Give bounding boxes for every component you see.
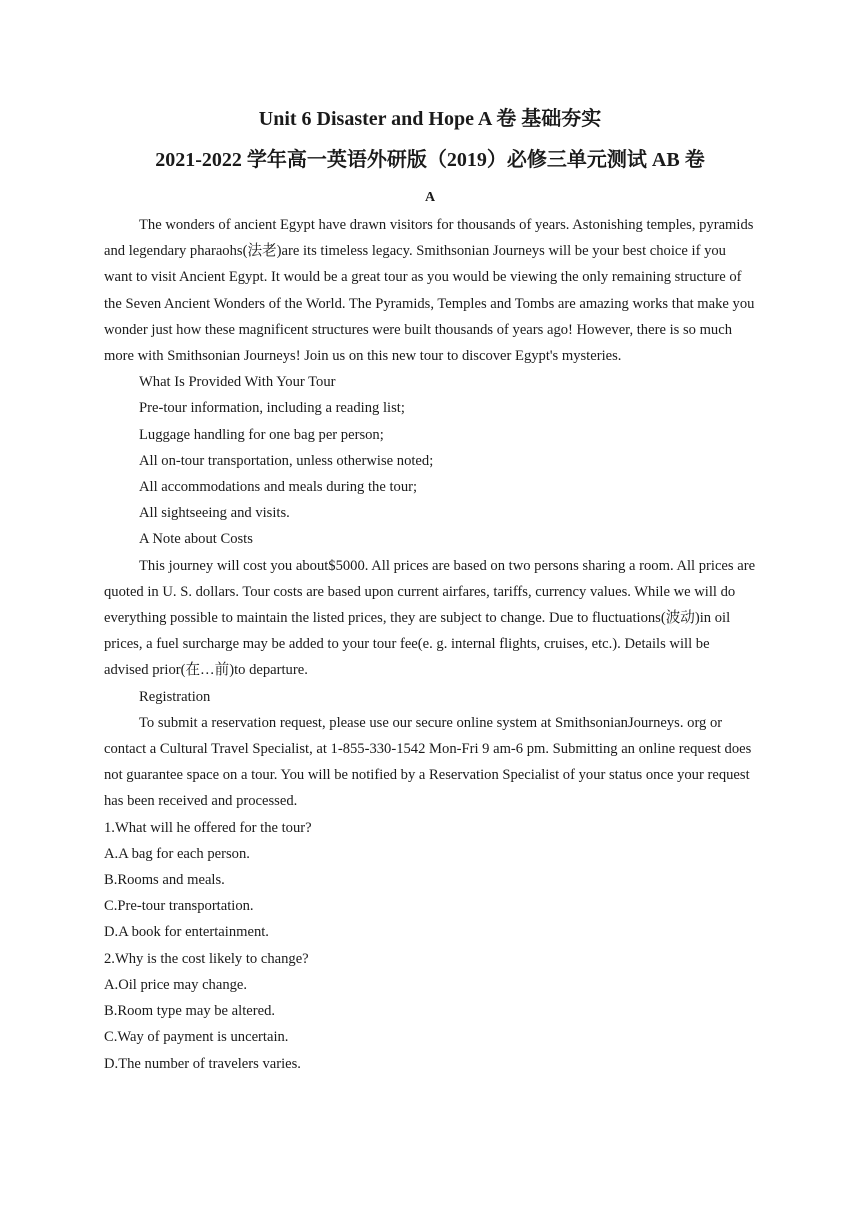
answer-option[interactable]: B.Rooms and meals. [104,872,225,889]
provided-item: All on-tour transportation, unless otherwise noted; [139,452,434,469]
question-stem: 1.What will he offered for the tour? [104,819,312,836]
answer-option[interactable]: C.Pre-tour transportation. [104,898,254,915]
passage-body [104,212,756,1077]
document-title: Unit 6 Disaster and Hope A 卷 基础夯实 [258,108,602,130]
answer-option[interactable]: B.Room type may be altered. [104,1003,276,1020]
provided-heading: What Is Provided With Your Tour [139,374,336,391]
registration-heading: Registration [139,688,211,705]
answer-option[interactable]: D.A book for entertainment. [104,924,269,941]
question-stem: 2.Why is the cost likely to change? [104,950,309,967]
costs-heading: A Note about Costs [139,531,253,548]
provided-item: All sightseeing and visits. [139,505,290,522]
answer-option[interactable]: A.Oil price may change. [104,976,248,993]
provided-item: All accommodations and meals during the tour; [139,479,418,496]
document-subtitle: 2021-2022 学年高一英语外研版（2019）必修三单元测试 AB 卷 [155,149,705,171]
answer-option[interactable]: A.A bag for each person. [104,845,250,862]
passage-intro-paragraph: The wonders of ancient Egypt have drawn visitors for thousands of years. Astonishing temples, pyramids and legendary pharaohs(法老)are its timeless legacy. Smithsonian Journeys will be your best choice if you want to visit Ancient Egypt. It would be a great tour as you would be viewing the only remaining structure of the Seven Ancient Wonders of the World. The Pyramids, Temples and Tombs are amazing works that make you wonder just how these magnificent structures were built thousands of years ago! However, there is so much more with Smithsonian Journeys! Join us on this new tour to discover Egypt's mysteries. [104,217,755,365]
section-label: A [424,190,436,205]
answer-option[interactable]: C.Way of payment is uncertain. [104,1029,289,1046]
registration-paragraph: To submit a reservation request, please use our secure online system at SmithsonianJourneys. org or contact a Cultural Travel Specialist, at 1-855-330-1542 Mon-Fri 9 am-6 pm. Submitting an online request does not guarantee space on a tour. You will be notified by a Reservation Specialist of your status once your request has been received and processed. [104,714,752,810]
costs-paragraph: This journey will cost you about$5000. All prices are based on two persons sharing a room. All prices are quoted in U. S. dollars. Tour costs are based upon current airfares, tariffs, currency values. While we will do everything possible to maintain the listed prices, they are subject to change. Due to fluctuations(波动)in oil prices, a fuel surcharge may be added to your tour fee(e. g. internal flights, cruises, etc.). Details will be advised prior(在…前)to departure. [104,557,756,679]
provided-item: Pre-tour information, including a reading list; [139,400,405,417]
answer-option[interactable]: D.The number of travelers varies. [104,1055,301,1072]
provided-item: Luggage handling for one bag per person; [139,426,384,443]
